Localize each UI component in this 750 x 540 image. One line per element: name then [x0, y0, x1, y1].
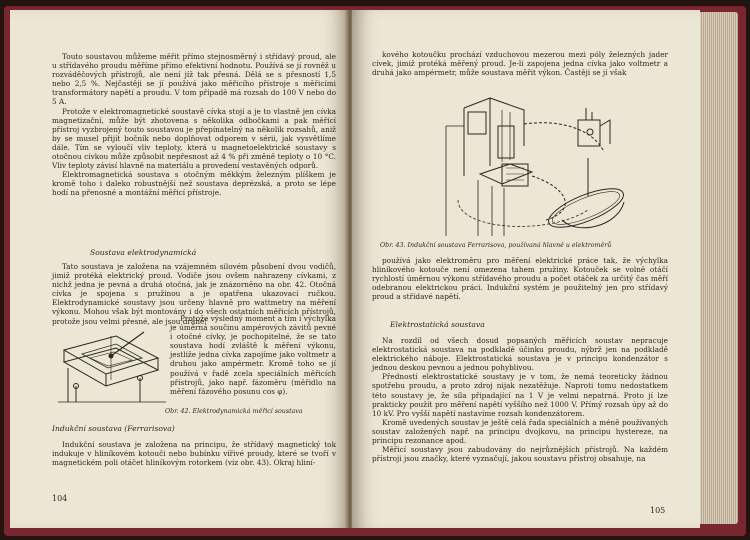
left-page	[10, 10, 348, 528]
heading-induction: Indukční soustava (Ferrarisova)	[52, 424, 175, 433]
heading-electrodynamic: Soustava elektrodynamická	[90, 248, 197, 257]
figure-42-caption: Obr. 42. Elektrodynamická měřicí soustava	[165, 408, 303, 415]
paragraph-side: Protože výsledný moment a tím i výchylka je úměrná součinu ampérových závitů pevné i otočné cívky, je pochopitelné, že se tato soustava hodí zvláště k měření výkonu, jestliže jedna cívka zapojíme jako voltmetr a druhou jako ampérmetr. Kromě toho se jí používá v řadě zcela speciálních měřicích přístrojů, jako např. fázoměru (měřidlo na měření fázového posunu cos φ).	[170, 314, 336, 396]
figure-42-electrodynamic-system	[54, 328, 170, 406]
electrostatic-paragraph-2: Předností elektrostatické soustavy je v tom, že nemá teoreticky žádnou spotřebu proudu, a proto zdroj nijak nezatěžuje. Naproti tomu nedostatkem této soustavy je, že síla připadající na 1 V je velmi nepatrná. Proto jí lze prakticky použít pro měření napětí vyššího než 1000 V. Přímý rozsah úpy až do 10 kV. Pro vyšší napětí nastavíme rozsah kondenzátorem.	[372, 372, 668, 418]
paragraph-after-figure: používá jako elektroměru pro měření elektrické práce tak, že výchylka hliníkového kotouče není omezena tahem pružiny. Kotouček se volně otáčí rychlostí úměrnou výkonu střídavého proudu a počet otáček za určitý čas měří odebranou elektrickou práci. Indukční systém je použitelný jen pro střídavý proud a střídavé napětí.	[372, 256, 668, 302]
page-edges	[700, 12, 738, 524]
heading-electrostatic: Elektrostatická soustava	[390, 320, 485, 329]
left-top-text	[52, 52, 336, 198]
electrostatic-paragraph-4: Měřicí soustavy jsou zabudovány do nejrůznějších přístrojů. Na každém přístroji jsou značky, které vyznačují, jakou soustavu přístroj obsahuje, na	[372, 445, 668, 464]
right-page	[352, 10, 700, 528]
page-number-left: 104	[52, 494, 68, 503]
left-paragraph-3: Elektromagnetická soustava s otočným měkkým železným plíškem je kromě toho i daleko robustnější než soustava deprézská, a proto se lépe hodí na přenosné a montážní měřicí přístroje.	[52, 170, 336, 198]
right-top-text: kového kotoučku prochází vzduchovou mezerou mezi póly železných jader cívek, jimiž protéká měřený proud. Je-li zapojena jedna cívka jako voltmetr a druhá jako ampérmetr, může soustava měřit výkon. Častěji se jí však	[372, 50, 668, 78]
electrostatic-paragraph-1: Na rozdíl od všech dosud popsaných měřicích soustav nepracuje elektrostatická soustava na podkladě účinku proudu, nýbrž jen na podkladě elektrického náboje. Elektrostatická soustava je v principu kondenzátor s jednou deskou pevnou a jednou pohyblivou.	[372, 336, 668, 373]
electrostatic-paragraph-3: Kromě uvedených soustav je ještě celá řada speciálních a méně používaných soustav založených např. na principu dvojkovu, na principu hystereze, na principu rezonance apod.	[372, 417, 668, 446]
paragraph-induction: Indukční soustava je založena na principu, že střídavý magnetický tok indukuje v hliníkovém kotouči nebo bubínku vířivé proudy, které se tvoří v magnetickém poli otáčet hliníkovým rotorkem (viz obr. 43). Okraj hliní-	[52, 440, 336, 468]
figure-43-caption: Obr. 43. Indukční soustava Ferrarisova, používaná hlavně u elektroměrů	[380, 242, 612, 249]
electrostatic-text	[372, 336, 668, 463]
left-paragraph-2: Protože v elektromagnetické soustavě cívka stojí a je to vlastně jen cívka magnetizační, může být zhotovena s několika odbočkami a pak měřicí přístroj vyzbrojený touto soustavou je přepínatelný na několik rozsahů, aniž by se musel přijít bočník nebo doplňovat odporem v sérii, jak vysvětlíme dále. Tím se vyloučí vliv teploty, která u magnetoelektrické soustavy s otočnou cívkou může způsobit nepřesnost až 4 % při změně teploty o 10 °C. Vliv teploty závisí hlavně na materiálu a provedení vestavěných odporů.	[52, 106, 336, 171]
paragraph-electrodynamic: Tato soustava je založena na vzájemném silovém působení dvou vodičů, jimiž protéká elektrický proud. Vodiče jsou ovšem nahrazeny cívkami, z nichž jedna je pevná a druhá otočná, jak je znázorněno na obr. 42. Otočná cívka je spojena s pružinou a je opatřena ukazovací ručkou. Elektrodynamické soustavy jsou určeny hlavně pro wattmetry na měření výkonu. Mohou však být montovány i do všech ostatních měřicích přístrojů, protože jsou velmi přesné, ale jsou drahé!	[52, 262, 336, 326]
page-number-right: 105	[650, 506, 666, 515]
figure-43-ferraris-induction-system	[428, 90, 640, 236]
left-paragraph-1: Touto soustavou můžeme měřit přímo stejnosměrný i střídavý proud, ale u střídavého proudu měříme přímo efektivní hodnotu. Používá se jí rovněž u rozváděčových přístrojů, ale není jíž tak přesná. Dělá se s přesností 1,5 nebo 2,5 %. Nejčastěji se jí používá jako měřicího přístroje s měřicími transformátory napětí a proudu. V tom případě má rozsah do 100 V nebo do 5 A.	[52, 52, 336, 107]
